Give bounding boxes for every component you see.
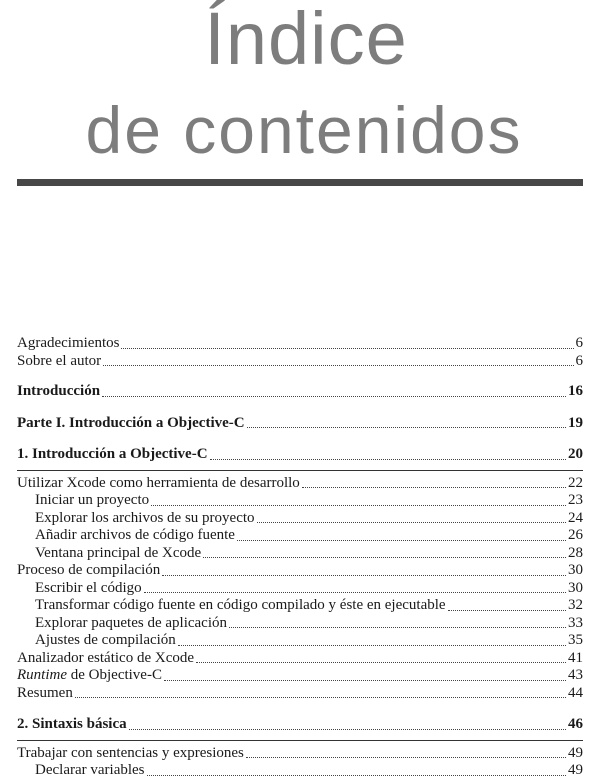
- title-divider: [17, 179, 583, 186]
- toc-entry-label: Transformar código fuente en código compilado y éste en ejecutable: [35, 597, 446, 613]
- dot-leader: [196, 662, 566, 663]
- toc-entry[interactable]: [17, 716, 583, 734]
- toc-entry-page: 44: [568, 684, 583, 701]
- toc-entry-label: 2. Sintaxis básica: [17, 716, 127, 732]
- toc-entry[interactable]: [17, 383, 583, 401]
- toc-entry-label: Agradecimientos: [17, 335, 120, 351]
- toc-entry-page: 35: [568, 632, 583, 648]
- toc-entry-label: Introducción: [17, 383, 101, 399]
- toc-entry-page: 43: [568, 667, 583, 683]
- dot-leader: [75, 697, 566, 698]
- toc-entry-page: 46: [568, 716, 583, 732]
- chapter-divider: [17, 740, 583, 741]
- toc-entry[interactable]: [17, 580, 583, 598]
- toc-entry-page: 24: [568, 509, 583, 526]
- toc-entry-page: 33: [568, 614, 583, 631]
- toc-entry-label: Explorar los archivos de su proyecto: [35, 509, 255, 526]
- page-title-line1: Índice: [204, 0, 408, 80]
- toc-entry-label: Sobre el autor: [17, 352, 102, 369]
- toc-entry-label: Parte I. Introducción a Objective-C: [17, 414, 245, 431]
- toc-entry-label: Ajustes de compilación: [35, 632, 176, 648]
- dot-leader: [246, 757, 566, 758]
- toc-entry-label: Ventana principal de Xcode: [35, 544, 202, 561]
- toc-entry-page: 49: [568, 762, 583, 778]
- toc-entry-page: 22: [568, 474, 583, 491]
- toc-entry[interactable]: [17, 667, 583, 685]
- toc-entry-page: 30: [568, 562, 583, 578]
- dot-leader: [229, 627, 566, 628]
- dot-leader: [237, 540, 566, 541]
- toc-entry-label: Resumen: [17, 684, 73, 701]
- toc-entry-page: 26: [568, 527, 583, 543]
- toc-entry-page: 28: [568, 544, 583, 561]
- toc-entry[interactable]: [17, 545, 583, 563]
- toc-entry[interactable]: [17, 597, 583, 615]
- toc-entry[interactable]: [17, 415, 583, 433]
- toc-entry-label: Proceso de compilación: [17, 562, 161, 578]
- toc-entry-page: 32: [568, 597, 583, 613]
- toc-entry-label: Iniciar un proyecto: [35, 492, 150, 508]
- toc-entry-label: Utilizar Xcode como herramienta de desarrollo: [17, 474, 300, 491]
- dot-leader: [302, 487, 566, 488]
- toc-entry-page: 20: [568, 446, 583, 462]
- toc-entry-label: Analizador estático de Xcode: [17, 649, 195, 666]
- toc-entry[interactable]: [17, 335, 583, 353]
- toc-entry-page: 6: [575, 335, 583, 351]
- dot-leader: [210, 459, 566, 460]
- toc-entry[interactable]: [17, 446, 583, 464]
- toc-entry-label: Explorar paquetes de aplicación: [35, 614, 227, 631]
- toc-entry[interactable]: [17, 762, 583, 780]
- dot-leader: [151, 505, 566, 506]
- toc-entry-page: 19: [568, 414, 583, 431]
- toc-entry[interactable]: [17, 650, 583, 668]
- toc-entry-page: 49: [568, 744, 583, 761]
- toc-entry-page: 23: [568, 492, 583, 508]
- toc-entry-page: 6: [575, 352, 583, 369]
- dot-leader: [103, 365, 573, 366]
- toc-entry[interactable]: [17, 632, 583, 650]
- dot-leader: [162, 575, 566, 576]
- dot-leader: [257, 522, 566, 523]
- toc-entry[interactable]: [17, 615, 583, 633]
- toc-entry-page: 30: [568, 579, 583, 596]
- toc-entry[interactable]: [17, 353, 583, 371]
- toc-entry-label-italic: Runtime: [17, 667, 67, 683]
- toc-entry[interactable]: [17, 685, 583, 703]
- dot-leader: [102, 396, 566, 397]
- toc-entry-page: 41: [568, 649, 583, 666]
- toc-entry-label-rest: de Objective-C: [67, 667, 162, 683]
- dot-leader: [203, 557, 566, 558]
- chapter-divider: [17, 470, 583, 471]
- toc-entry[interactable]: [17, 745, 583, 763]
- dot-leader: [144, 592, 566, 593]
- toc-entry[interactable]: [17, 510, 583, 528]
- table-of-contents: [17, 335, 583, 780]
- toc-entry-label: Trabajar con sentencias y expresiones: [17, 744, 244, 761]
- toc-entry[interactable]: [17, 475, 583, 493]
- dot-leader: [129, 729, 566, 730]
- toc-entry-label: [17, 667, 162, 685]
- dot-leader: [121, 348, 573, 349]
- toc-entry-label: Escribir el código: [35, 579, 142, 596]
- dot-leader: [178, 645, 566, 646]
- toc-entry[interactable]: [17, 562, 583, 580]
- toc-entry[interactable]: [17, 492, 583, 510]
- page-title-line2: de contenidos: [85, 93, 523, 167]
- toc-entry-label: 1. Introducción a Objective-C: [17, 446, 208, 462]
- toc-entry-label: Añadir archivos de código fuente: [35, 527, 235, 543]
- toc-entry-page: 16: [568, 383, 583, 399]
- toc-entry-label: Declarar variables: [35, 762, 145, 778]
- dot-leader: [147, 775, 566, 776]
- dot-leader: [448, 610, 566, 611]
- toc-entry[interactable]: [17, 527, 583, 545]
- dot-leader: [164, 680, 566, 681]
- dot-leader: [247, 427, 566, 428]
